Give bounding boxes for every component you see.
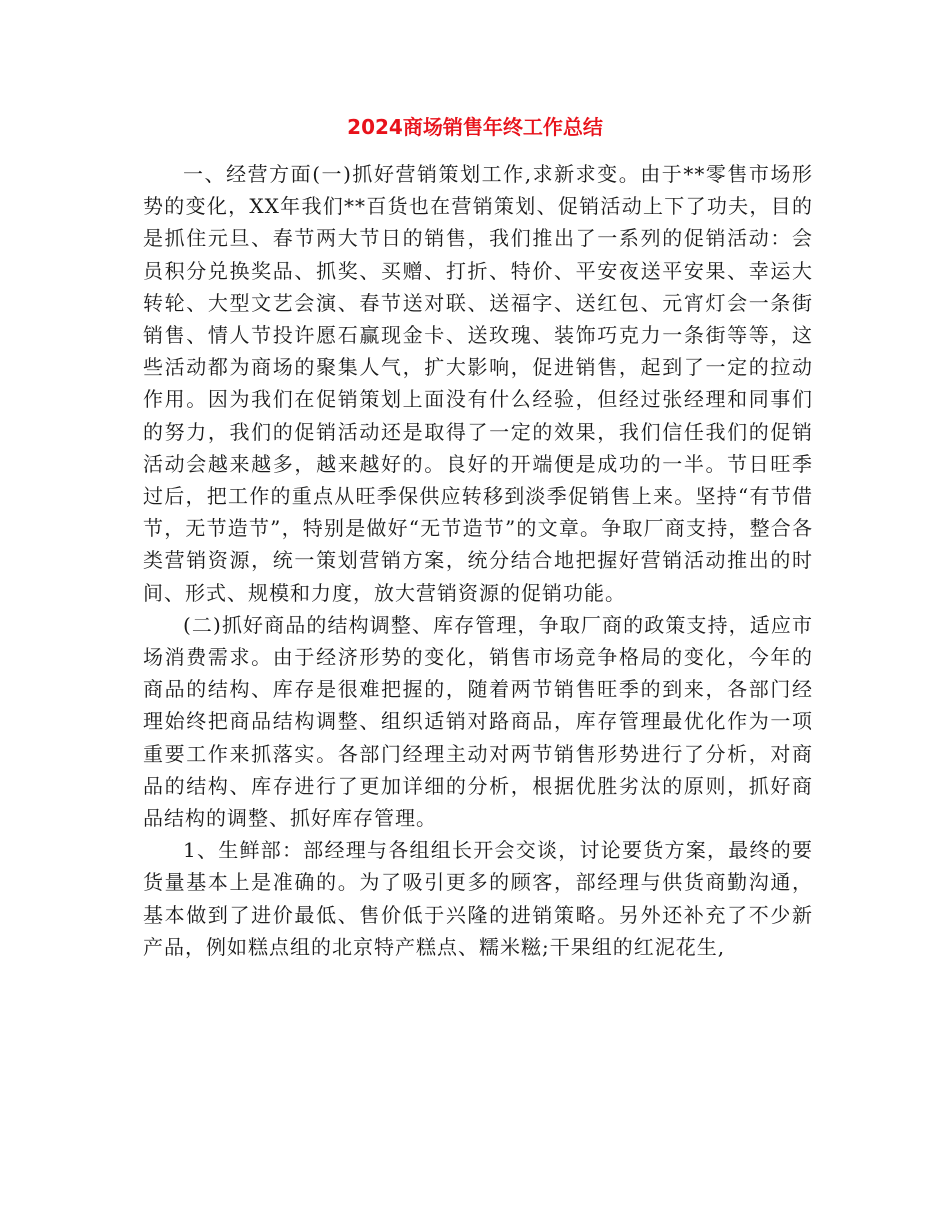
paragraph: 1、生鲜部：部经理与各组组长开会交谈，讨论要货方案，最终的要货量基本上是准确的。为了吸引更多的顾客，部经理与供货商勤沟通，基本做到了进价最低、售价低于兴隆的进销策略。另外还补充了不少新产品，例如糕点组的北京特产糕点、糯米糍;干果组的红泥花生, [143,838,813,959]
document-title: 2024商场销售年终工作总结 [347,115,603,139]
paragraph: 一、经营方面(一)抓好营销策划工作,求新求变。由于**零售市场形势的变化，XX年我们**百货也在营销策划、促销活动上下了功夫，目的是抓住元旦、春节两大节日的销售，我们推出了一系列的促销活动：会员积分兑换奖品、抓奖、买赠、打折、特价、平安夜送平安果、幸运大转轮、大型文艺会演、春节送对联、送福字、送红包、元宵灯会一条街销售、情人节投许愿石赢现金卡、送玫瑰、装饰巧克力一条街等等，这些活动都为商场的聚集人气，扩大影响，促进销售，起到了一定的拉动作用。因为我们在促销策划上面没有什么经验，但经过张经理和同事们的努力，我们的促销活动还是取得了一定的效果，我们信任我们的促销活动会越来越多，越来越好的。良好的开端便是成功的一半。节日旺季过后，把工作的重点从旺季保供应转移到淡季促销售上来。坚持“有节借节，无节造节”，特别是做好“无节造节”的文章。争取厂商支持，整合各类营销资源，统一策划营销方案，统分结合地把握好营销活动推出的时间、形式、规模和力度，放大营销资源的促销功能。 [143,162,813,605]
document-body [143,158,813,963]
paragraph: (二)抓好商品的结构调整、库存管理，争取厂商的政策支持，适应市场消费需求。由于经济形势的变化，销售市场竞争格局的变化，今年的商品的结构、库存是很难把握的，随着两节销售旺季的到来，各部门经理始终把商品结构调整、组织适销对路商品，库存管理最优化作为一项重要工作来抓落实。各部门经理主动对两节销售形势进行了分析，对商品的结构、库存进行了更加详细的分析，根据优胜劣汰的原则，抓好商品结构的调整、抓好库存管理。 [143,612,813,831]
